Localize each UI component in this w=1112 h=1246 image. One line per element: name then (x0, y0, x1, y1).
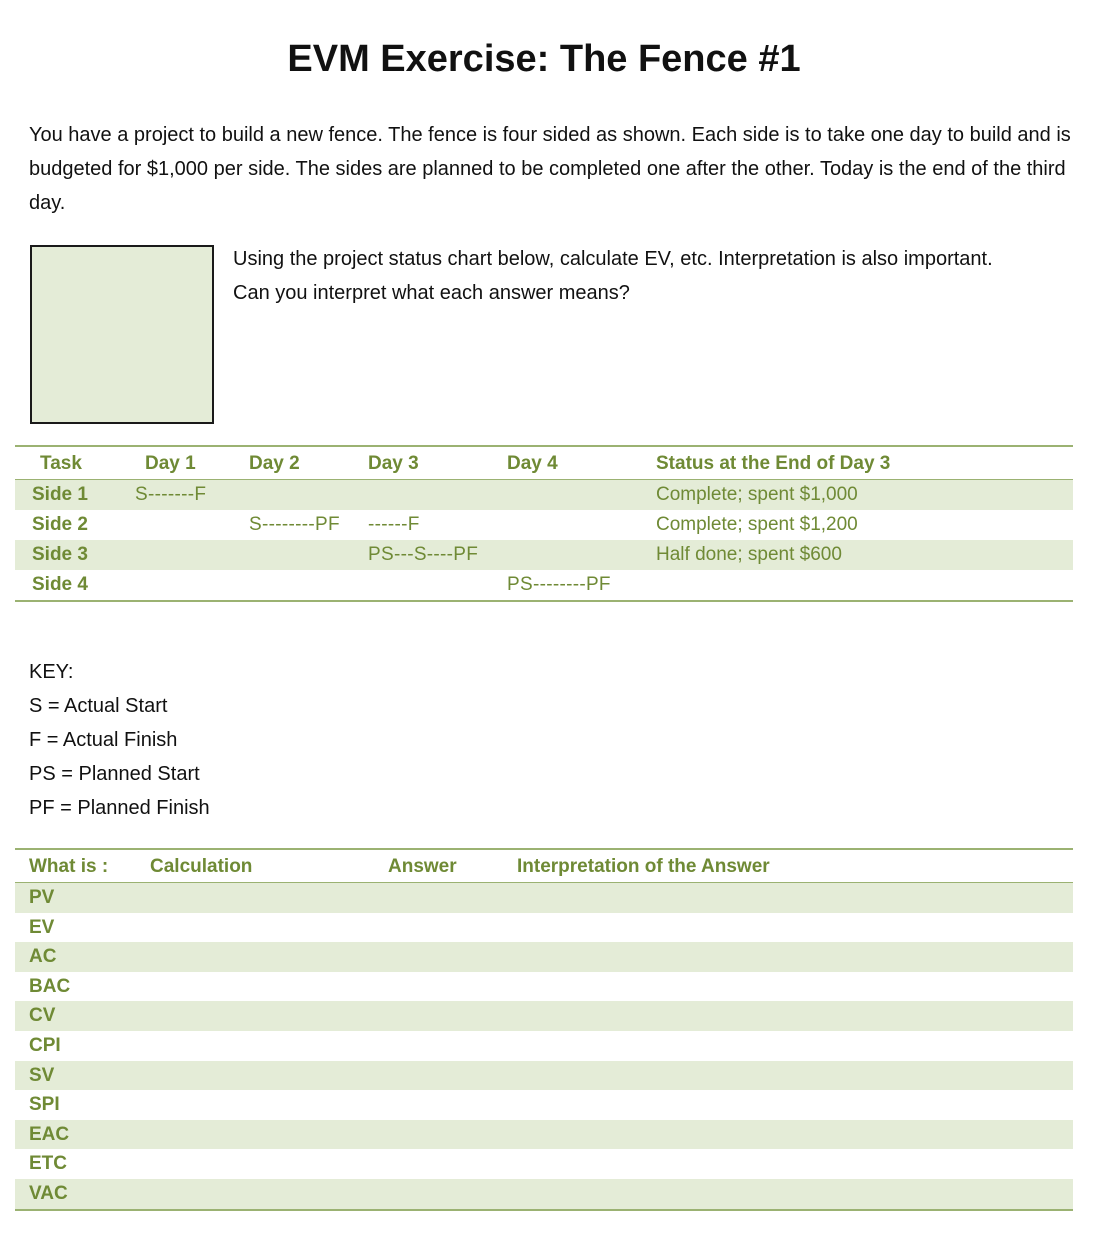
day-4-bar: PS--------PF (507, 574, 611, 595)
table-row (15, 883, 1073, 913)
metric-label: ETC (29, 1153, 67, 1175)
table-row (15, 480, 1073, 510)
header-day-3: Day 3 (368, 453, 419, 474)
task-label: Side 1 (32, 484, 88, 505)
task-label: Side 4 (32, 574, 88, 595)
page-title: EVM Exercise: The Fence #1 (287, 38, 801, 80)
status-text: Half done; spent $600 (656, 544, 842, 565)
metric-label: SPI (29, 1094, 60, 1116)
status-text: Complete; spent $1,200 (656, 514, 858, 535)
metric-label: VAC (29, 1182, 68, 1204)
task-label: Side 3 (32, 544, 88, 565)
table-row (15, 1061, 1073, 1091)
header-day-2: Day 2 (249, 453, 300, 474)
header-what-is: What is : (29, 856, 109, 877)
header-calculation: Calculation (150, 856, 253, 877)
metric-label: EAC (29, 1123, 70, 1145)
table-row (15, 1031, 1073, 1061)
header-day-1: Day 1 (145, 453, 196, 474)
evm-answer-table (15, 848, 1073, 1211)
key-title: KEY: (29, 661, 74, 683)
intro-paragraph: You have a project to build a new fence. The fence is four sided as shown. Each side is to take one day to build and is budgeted for $1,000 per side. The sides are planned to be completed one after the other. Today is the end of the third day. (29, 124, 1071, 214)
table-row (15, 570, 1073, 600)
key-item: S = Actual Start (29, 695, 168, 717)
header-task: Task (40, 453, 82, 474)
metric-label: BAC (29, 975, 71, 997)
metric-label: CV (29, 1005, 56, 1027)
day-1-bar: S-------F (135, 484, 207, 505)
metric-label: SV (29, 1064, 55, 1086)
header-answer: Answer (388, 856, 457, 877)
table-row (15, 942, 1073, 972)
header-interpretation: Interpretation of the Answer (517, 856, 770, 877)
metric-label: PV (29, 887, 55, 908)
table-row (15, 1179, 1073, 1209)
table-row (15, 1120, 1073, 1150)
table-row (15, 1090, 1073, 1120)
status-text: Complete; spent $1,000 (656, 484, 858, 505)
metric-label: AC (29, 946, 57, 968)
table-row (15, 1001, 1073, 1031)
key-item: PF = Planned Finish (29, 797, 210, 819)
instructions-paragraph: Using the project status chart below, calculate EV, etc. Interpretation is also important. Can you interpret what each answer means? (233, 248, 993, 304)
header-day-4: Day 4 (507, 453, 558, 474)
table-row (15, 540, 1073, 570)
table-row (15, 1149, 1073, 1179)
day-2-bar: S--------PF (249, 514, 340, 535)
table-row (15, 913, 1073, 943)
fence-diagram-box (30, 245, 214, 424)
metric-label: CPI (29, 1034, 61, 1056)
answer-table-header (15, 850, 1073, 883)
table-row (15, 972, 1073, 1002)
header-status: Status at the End of Day 3 (656, 453, 891, 474)
project-status-table (15, 445, 1073, 602)
status-table-header (15, 447, 1073, 480)
metric-label: EV (29, 916, 55, 938)
task-label: Side 2 (32, 514, 88, 535)
table-row (15, 510, 1073, 540)
key-item: F = Actual Finish (29, 729, 178, 751)
legend-key (29, 655, 210, 825)
day-3-bar: PS---S----PF (368, 544, 479, 565)
key-item: PS = Planned Start (29, 763, 200, 785)
day-3-bar: ------F (368, 514, 420, 535)
